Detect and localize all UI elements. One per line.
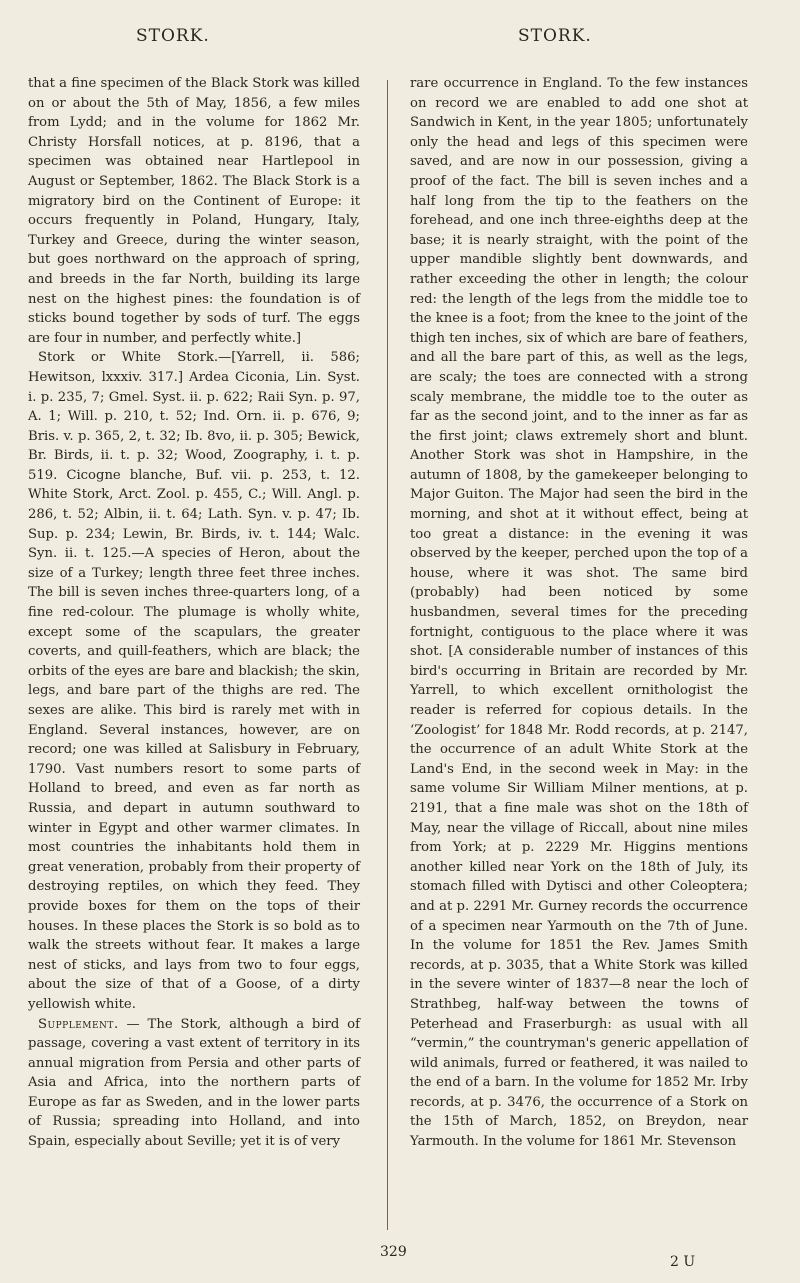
paragraph-black-stork-continued: that a fine specimen of the Black Stork was killed on or about the 5th of May, 1856, a few miles from Lydd; and in the volume for 1862 Mr. Christy Horsfall notices, at p. 8196, that a specimen was obtained near Hartlepool in August or September, 1862. The Black Stork is a migratory bird on the Continent of Europe: it occurs frequently in Poland, Hungary, Italy, Turkey and Greece, during the winter season, but goes northward on the approach of spring, and breeds in the far North, building its large nest on the highest pines: the foundation is of sticks bound together by sods of turf. The eggs are four in number, and perfectly white.] [28, 76, 360, 346]
right-column [410, 74, 748, 1152]
supplement-body: — The Stork, although a bird of passage, covering a vast extent of territory in its annual migration from Persia and other parts of Asia and Africa, into the northern parts of Europe as far as Sweden, and in the lower parts of Russia; spreading into Holland, and into Spain, especially about Seville; yet it is of very [28, 1016, 360, 1150]
page-number: 329 [380, 1244, 407, 1260]
running-head-left: STORK. [136, 26, 210, 46]
column-divider [387, 80, 388, 1230]
left-column [28, 74, 360, 1152]
entry-body-white-stork: —[Yarrell, ii. 586; Hewitson, lxxxiv. 317.] Ardea Ciconia, Lin. Syst. i. p. 235, 7; Gmel. Syst. ii. p. 622; Raii Syn. p. 97, A. 1; Will. p. 210, t. 52; Ind. Orn. ii. p. 676, 9; Bris. v. p. 365, 2, t. 32; Ib. 8vo, ii. p. 305; Bewick, Br. Birds, ii. t. p. 32; Wood, Zoography, i. t. p. 519. Cicogne blanche, Buf. vii. p. 253, t. 12. White Stork, Arct. Zool. p. 455, C.; Will. Angl. p. 286, t. 52; Albin, ii. t. 64; Lath. Syn. v. p. 47; Ib. Sup. p. 234; Lewin, Br. Birds, iv. t. 144; Walc. Syn. ii. t. 125.—A species of Heron, about the size of a Turkey; length three feet three inches. The bill is seven inches three-quarters long, of a fine red-colour. The plumage is wholly white, except some of the scapulars, the greater coverts, and quill-feathers, which are black; the orbits of the eyes are bare and blackish; the skin, legs, and bare part of the thighs are red. The sexes are alike. This bird is rarely met with in England. Several instances, however, are on record; one was killed at Salisbury in February, 1790. Vast numbers resort to some parts of Holland to breed, and even as far north as Russia, and depart in autumn southward to winter in Egypt and other warmer climates. In most countries the inhabitants hold them in great veneration, probably from their property of destroying reptiles, on which they feed. They provide boxes for them on the tops of their houses. In these places the Stork is so bold as to walk the streets without fear. It makes a large nest of sticks, and lays from two to four eggs, about the size of that of a Goose, of a dirty yellowish white. [28, 350, 360, 1012]
running-head-right: STORK. [518, 26, 592, 46]
paragraph-supplement [28, 1015, 360, 1152]
entry-heading-white-stork: Stork or White Stork. [38, 350, 219, 366]
supplement-heading: Supplement. [38, 1016, 119, 1032]
paragraph-occurrences: rare occurrence in England. To the few instances on record we are enabled to add one shot at Sandwich in Kent, in the year 1805; unfortunately only the head and legs of this specimen were saved, and are now in our possession, giving a proof of the fact. The bill is seven inches and a half long from the tip to the feathers on the forehead, and one inch three-eighths deep at the base; it is nearly straight, with the point of the upper mandible slightly bent downwards, and rather exceeding the other in length; the colour red: the length of the legs from the middle toe to the knee is a foot; from the knee to the joint of the thigh ten inches, six of which are bare of feathers, and all the bare part of this, as well as the legs, are scaly; the toes are connected with a strong scaly membrane, the middle toe to the outer as far as the second joint, and to the inner as far as the first joint; claws extremely short and blunt. Another Stork was shot in Hampshire, in the autumn of 1808, by the gamekeeper belonging to Major Guiton. The Major had seen the bird in the morning, and shot at it without effect, being at too great a distance: in the evening it was observed by the keeper, perched upon the top of a house, where it was shot. The same bird (probably) had been noticed by some husbandmen, several times for the preceding fortnight, contiguous to the place where it was shot. [A considerable number of instances of this bird's occurring in Britain are recorded by Mr. Yarrell, to which excellent ornithologist the reader is referred for copious details. In the ‘Zoologist’ for 1848 Mr. Rodd records, at p. 2147, the occurrence of an adult White Stork at the Land's End, in the second week in May: in the same volume Sir William Milner mentions, at p. 2191, that a fine male was shot on the 18th of May, near the village of Riccall, about nine miles from York; at p. 2229 Mr. Higgins mentions another killed near York on the 18th of July, its stomach filled with Dytisci and other Coleoptera; and at p. 2291 Mr. Gurney records the occurrence of a specimen near Yarmouth on the 7th of June. In the volume for 1851 the Rev. James Smith records, at p. 3035, that a White Stork was killed in the severe winter of 1837—8 near the loch of Strathbeg, half-way between the towns of Peterhead and Fraserburgh: as usual with all “vermin,” the countryman's generic appellation of wild animals, furred or feathered, it was nailed to the end of a barn. In the volume for 1852 Mr. Irby records, at p. 3476, the occurrence of a Stork on the 15th of March, 1852, on Breydon, near Yarmouth. In the volume for 1861 Mr. Stevenson [410, 76, 748, 1150]
signature-mark: 2 U [670, 1254, 696, 1270]
paragraph-white-stork [28, 348, 360, 1014]
